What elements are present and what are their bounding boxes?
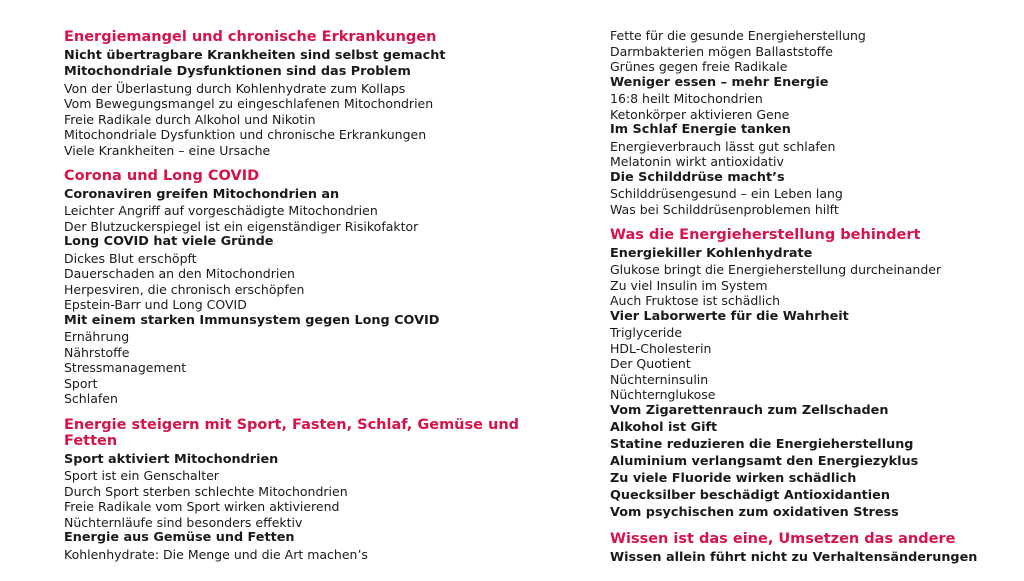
section-heading: Energie steigern mit Sport, Fasten, Schlaf, Gemüse und Fetten: [64, 416, 520, 449]
toc-subheading: Coronaviren greifen Mitochondrien an: [64, 186, 340, 202]
toc-entry: Epstein-Barr und Long COVID: [64, 297, 247, 312]
toc-entry: Triglyceride: [610, 325, 683, 340]
toc-entry: Darmbakterien mögen Ballaststoffe: [610, 43, 833, 59]
toc-entry: Schlafen: [64, 391, 118, 406]
toc-subheading: Sport aktiviert Mitochondrien: [64, 451, 279, 467]
toc-subheading: Vom psychischen zum oxidativen Stress: [610, 504, 899, 520]
toc-subheading: Nicht übertragbare Krankheiten sind selbst gemacht: [64, 47, 446, 63]
toc-entry: Kohlenhydrate: Die Menge und die Art machen’s: [64, 546, 368, 562]
toc-subheading: Die Schilddrüse macht’s: [610, 169, 785, 185]
toc-entry: Herpesviren, die chronisch erschöpfen: [64, 281, 305, 297]
toc-entry: Durch Sport sterben schlechte Mitochondrien: [64, 483, 348, 499]
toc-entry: Vom Bewegungsmangel zu eingeschlafenen Mitochondrien: [64, 96, 434, 111]
toc-left-column: [64, 0, 554, 562]
toc-entry: Schilddrüsengesund – ein Leben lang: [610, 186, 843, 201]
toc-subheading: Zu viele Fluoride wirken schädlich: [610, 470, 857, 486]
toc-entry: Stressmanagement: [64, 360, 187, 375]
section-heading: Wissen ist das eine, Umsetzen das andere: [610, 531, 956, 547]
toc-entry: 16:8 heilt Mitochondrien: [610, 91, 763, 106]
toc-entry: Der Quotient: [610, 356, 691, 371]
toc-subheading: Wissen allein führt nicht zu Verhaltensänderungen: [610, 549, 978, 565]
toc-entry: Nüchterninsulin: [610, 371, 709, 387]
toc-entry: HDL-Cholesterin: [610, 340, 712, 356]
toc-entry: Leichter Angriff auf vorgeschädigte Mitochondrien: [64, 203, 378, 218]
toc-section-wissen-ist-das-eine-umsetzen-das-andere: [610, 531, 1010, 566]
toc-entry: Auch Fruktose ist schädlich: [610, 293, 781, 308]
toc-subheading: Quecksilber beschädigt Antioxidantien: [610, 487, 890, 503]
toc-entry: Nüchternläufe sind besonders effektiv: [64, 514, 303, 530]
toc-subheading: Aluminium verlangsamt den Energiezyklus: [610, 453, 919, 469]
toc-entry: Grünes gegen freie Radikale: [610, 59, 788, 74]
toc-subheading: Long COVID hat viele Gründe: [64, 234, 274, 249]
toc-entry: Sport: [64, 375, 98, 391]
section-heading: Corona und Long COVID: [64, 168, 260, 184]
toc-entry: Energieverbrauch lässt gut schlafen: [610, 138, 836, 154]
toc-section-was-die-energieherstellung-behindert: [610, 227, 1010, 521]
toc-subheading: Alkohol ist Gift: [610, 419, 718, 435]
toc-entry: Von der Überlastung durch Kohlenhydrate zum Kollaps: [64, 80, 406, 96]
toc-entry: Mitochondriale Dysfunktion und chronische Erkrankungen: [64, 127, 427, 142]
toc-subheading: Mitochondriale Dysfunktionen sind das Problem: [64, 64, 411, 79]
toc-section-continued: [610, 28, 1010, 217]
toc-entry: Dickes Blut erschöpft: [64, 250, 197, 266]
toc-subheading: Energie aus Gemüse und Fetten: [64, 530, 295, 545]
toc-section-energie-steigern-mit-sport-fasten-schlaf: [64, 417, 554, 563]
toc-entry: Freie Radikale vom Sport wirken aktivierend: [64, 499, 340, 514]
toc-entry: Fette für die gesunde Energieherstellung: [610, 28, 866, 43]
toc-entry: Ketonkörper aktivieren Gene: [610, 106, 790, 122]
toc-entry: Melatonin wirkt antioxidativ: [610, 154, 784, 169]
toc-subheading: Im Schlaf Energie tanken: [610, 122, 791, 137]
toc-entry: Viele Krankheiten – eine Ursache: [64, 142, 271, 158]
section-heading: Energiemangel und chronische Erkrankungen: [64, 29, 437, 45]
toc-subheading: Mit einem starken Immunsystem gegen Long COVID: [64, 312, 440, 328]
toc-subheading: Weniger essen – mehr Energie: [610, 74, 829, 90]
toc-subheading: Vom Zigarettenrauch zum Zellschaden: [610, 402, 889, 418]
toc-entry: Nährstoffe: [64, 344, 130, 360]
toc-section-corona-und-long-covid: [64, 168, 554, 407]
toc-subheading: Vier Laborwerte für die Wahrheit: [610, 308, 849, 324]
toc-entry: Sport ist ein Genschalter: [64, 468, 219, 483]
toc-entry: Zu viel Insulin im System: [610, 277, 768, 293]
toc-entry: Freie Radikale durch Alkohol und Nikotin: [64, 111, 316, 127]
toc-entry: Was bei Schilddrüsenproblemen hilft: [610, 201, 839, 217]
toc-right-column: [610, 0, 1010, 566]
toc-entry: Dauerschaden an den Mitochondrien: [64, 266, 295, 281]
toc-section-energiemangel-und-chronische-erkrankunge: [64, 29, 554, 158]
toc-subheading: Statine reduzieren die Energieherstellung: [610, 436, 914, 452]
toc-entry: Ernährung: [64, 329, 130, 344]
toc-subheading: Energiekiller Kohlenhydrate: [610, 245, 813, 261]
section-heading: Was die Energieherstellung behindert: [610, 227, 921, 243]
toc-entry: Glukose bringt die Energieherstellung durcheinander: [610, 262, 942, 277]
toc-entry: Der Blutzuckerspiegel ist ein eigenständiger Risikofaktor: [64, 218, 419, 234]
toc-entry: Nüchternglukose: [610, 387, 716, 402]
